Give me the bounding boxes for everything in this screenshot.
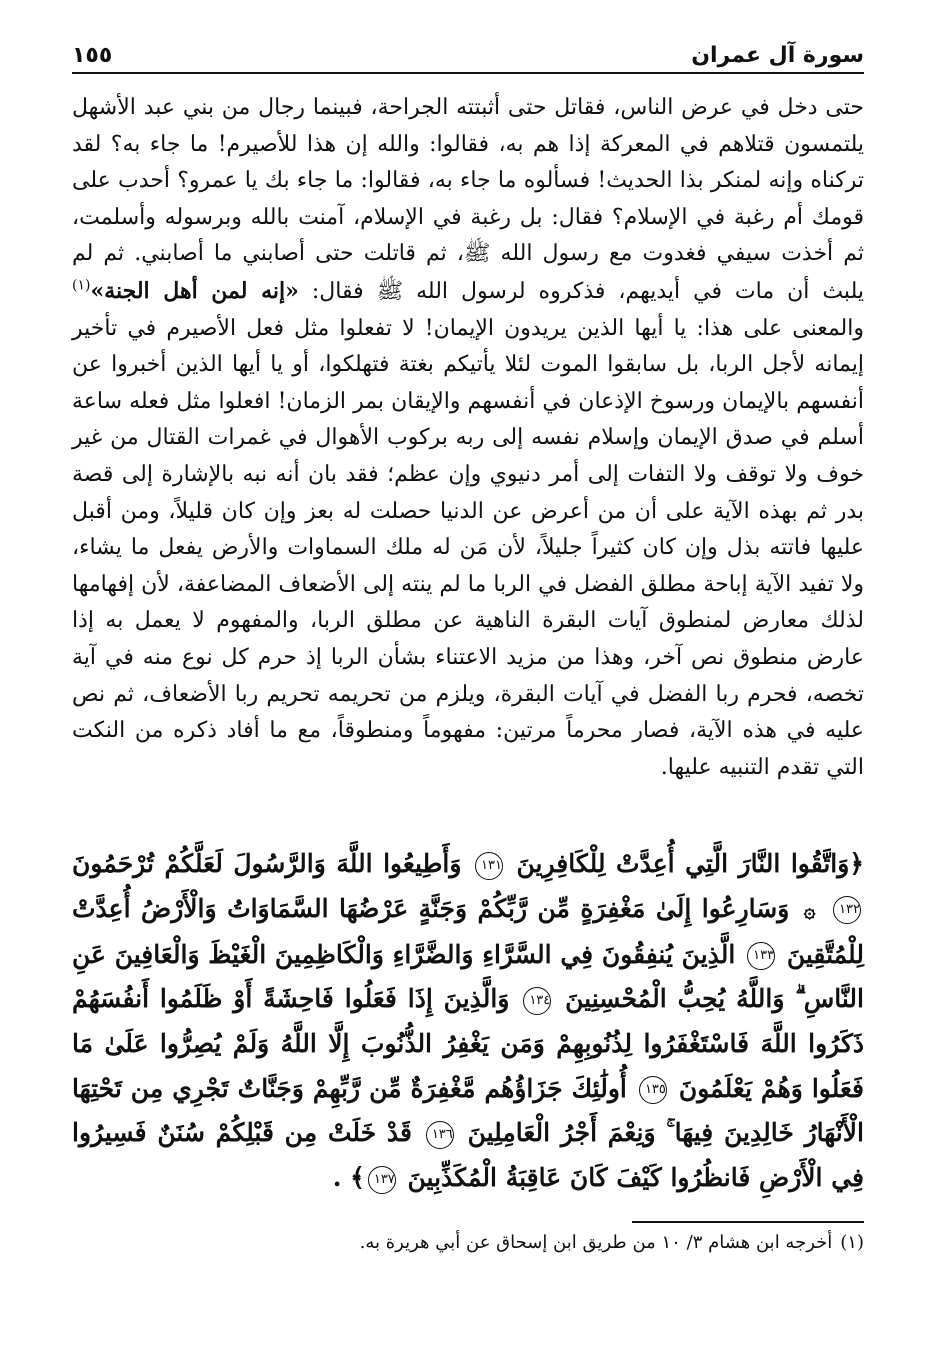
ayah-number-marker: ١٣٥ xyxy=(639,1076,667,1104)
paragraph-after-quote: والمعنى على هذا: يا أيها الذين يريدون الإيمان! لا تفعلوا مثل فعل الأصيرم في تأخير إيمانه لأجل الربا، بل سابقوا الموت لئلا يأتيكم بغتة فتهلكوا، أو يا أيها الذين أخبروا عن أنفسهم بالإيمان ورسوخ الإذعان في أنفسهم والإيقان بمر الزمان! افعلوا مثل فعله ساعة أسلم في صدق الإيمان وإسلام نفسه إلى ربه بركوب الأهوال في غمرات القتال من غير خوف ولا توقف ولا التفات إلى أمر دنيوي وإن عظم؛ فقد بان أنه نبه بالإشارة إلى قصة بدر ثم بهذه الآية على أن من أعرض عن الدنيا حصلت له بعز وإن كان قليلاً، ومن أقبل عليها فاتته بذل وإن كان كثيراً جليلاً، لأن مَن له ملك السماوات والأرض يفعل ما يشاء، ولا تفيد الآية إباحة مطلق الفضل في الربا ما لم ينته إلى الأضعاف المضاعفة، لأن إفهامها لذلك معارض لمنطوق آيات البقرة الناهية عن مطلق الربا، والمفهوم لا يعمل به إذا عارض منطوق نص آخر، وهذا من مزيد الاعتناء بشأن الربا إذ حرم كل نوع منه في آية تخصه، فحرم ربا الفضل في آيات البقرة، ويلزم من تحريمه تحريم ربا الأضعاف، ثم نص عليه في هذه الآية، فصار محرماً مرتين: مفهوماً ومنطوقاً، مع ما أفاد ذكره من النكت التي تقدم التنبيه عليها. xyxy=(72,315,865,780)
commentary-paragraph xyxy=(72,90,864,786)
verse-text: أُولَٰئِكَ جَزَاؤُهُم مَّغْفِرَةٌ مِّن رَّبِّهِمْ وَجَنَّاتٌ تَجْرِي مِن تَحْتِهَا الْأَنْهَارُ خَالِدِينَ فِيهَا ۚ وَنِعْمَ أَجْرُ الْعَامِلِينَ xyxy=(72,1073,864,1148)
verse-text: وَالَّذِينَ إِذَا فَعَلُوا فَاحِشَةً أَوْ ظَلَمُوا أَنفُسَهُمْ ذَكَرُوا اللَّهَ فَاسْتَغْفَرُوا لِذُنُوبِهِمْ وَمَن يَغْفِرُ الذُّنُوبَ إِلَّا اللَّهُ وَلَمْ يُصِرُّوا عَلَىٰ مَا فَعَلُوا وَهُمْ يَعْلَمُونَ xyxy=(72,984,864,1103)
hadith-quote: «إنه لمن أهل الجنة» xyxy=(90,277,299,304)
verse-end-dot: . xyxy=(332,1163,342,1193)
quran-open-bracket: ﴿ xyxy=(849,849,864,878)
paragraph-before-quote: حتى دخل في عرض الناس، فقاتل حتى أثبتته الجراحة، فبينما رجال من بني عبد الأشهل يلتمسون قتلاهم في المعركة إذا هم به، فقالوا: والله إن هذا للأصيرم! ما جاء به؟ لقد تركناه وإنه لمنكر بذا الحديث! فسألوه ما جاء به، فقالوا: ما جاء بك يا عمرو؟ أحدب على قومك أم رغبة في الإسلام؟ فقال: بل رغبة في الإسلام، آمنت بالله وبرسوله وأسلمت، ثم أخذت سيفي فغدوت مع رسول الله ﷺ، ثم قاتلت حتى أصابني ما أصابني. ثم لم يلبث أن مات في أيديهم، فذكروه لرسول الله ﷺ فقال: xyxy=(72,95,864,304)
footnote-text: أخرجه ابن هشام ٣/ ١٠ من طريق ابن إسحاق عن أبي هريرة به. xyxy=(359,1232,833,1253)
ayah-number-marker: ١٣٣ xyxy=(747,942,775,970)
ayah-number-marker: ١٣٧ xyxy=(368,1166,396,1194)
verse-text: وَسَارِعُوا إِلَىٰ مَغْفِرَةٍ مِّن رَّبِّكُمْ وَجَنَّةٍ عَرْضُهَا السَّمَاوَاتُ وَالْأَرْضُ أُعِدَّتْ لِلْمُتَّقِينَ xyxy=(72,893,864,969)
page-number: ١٥٥ xyxy=(72,43,113,68)
quran-verses xyxy=(72,842,864,1201)
verse-text: قَدْ خَلَتْ مِن قَبْلِكُمْ سُنَنٌ فَسِيرُوا فِي الْأَرْضِ فَانظُرُوا كَيْفَ كَانَ عَاقِبَةُ الْمُكَذِّبِينَ xyxy=(72,1118,864,1193)
verse-text: الَّذِينَ يُنفِقُونَ فِي السَّرَّاءِ وَالضَّرَّاءِ وَالْكَاظِمِينَ الْغَيْظَ وَالْعَافِينَ عَنِ النَّاسِ ۗ وَاللَّهُ يُحِبُّ الْمُحْسِنِينَ xyxy=(72,939,864,1014)
footnote-marker: (١) xyxy=(72,277,91,294)
ayah-number-marker: ١٣٢ xyxy=(833,896,861,924)
verse-text: وَاتَّقُوا النَّارَ الَّتِي أُعِدَّتْ لِلْكَافِرِينَ xyxy=(516,849,850,878)
hizb-marker-icon: ۞ xyxy=(803,897,816,922)
footnote-number: (١) xyxy=(840,1232,864,1253)
surah-title: سورة آل عمران xyxy=(691,43,864,68)
footnote-divider xyxy=(632,1221,864,1223)
commentary-text xyxy=(72,90,864,786)
footnote xyxy=(72,1228,864,1258)
quran-close-bracket: ﴾ xyxy=(350,1163,365,1193)
ayah-number-marker: ١٣٦ xyxy=(426,1121,454,1149)
page-header xyxy=(72,28,864,74)
ayah-number-marker: ١٣١ xyxy=(475,852,503,880)
verse-text: وَأَطِيعُوا اللَّهَ وَالرَّسُولَ لَعَلَّكُمْ تُرْحَمُونَ xyxy=(72,849,462,878)
ayah-number-marker: ١٣٤ xyxy=(523,987,551,1015)
